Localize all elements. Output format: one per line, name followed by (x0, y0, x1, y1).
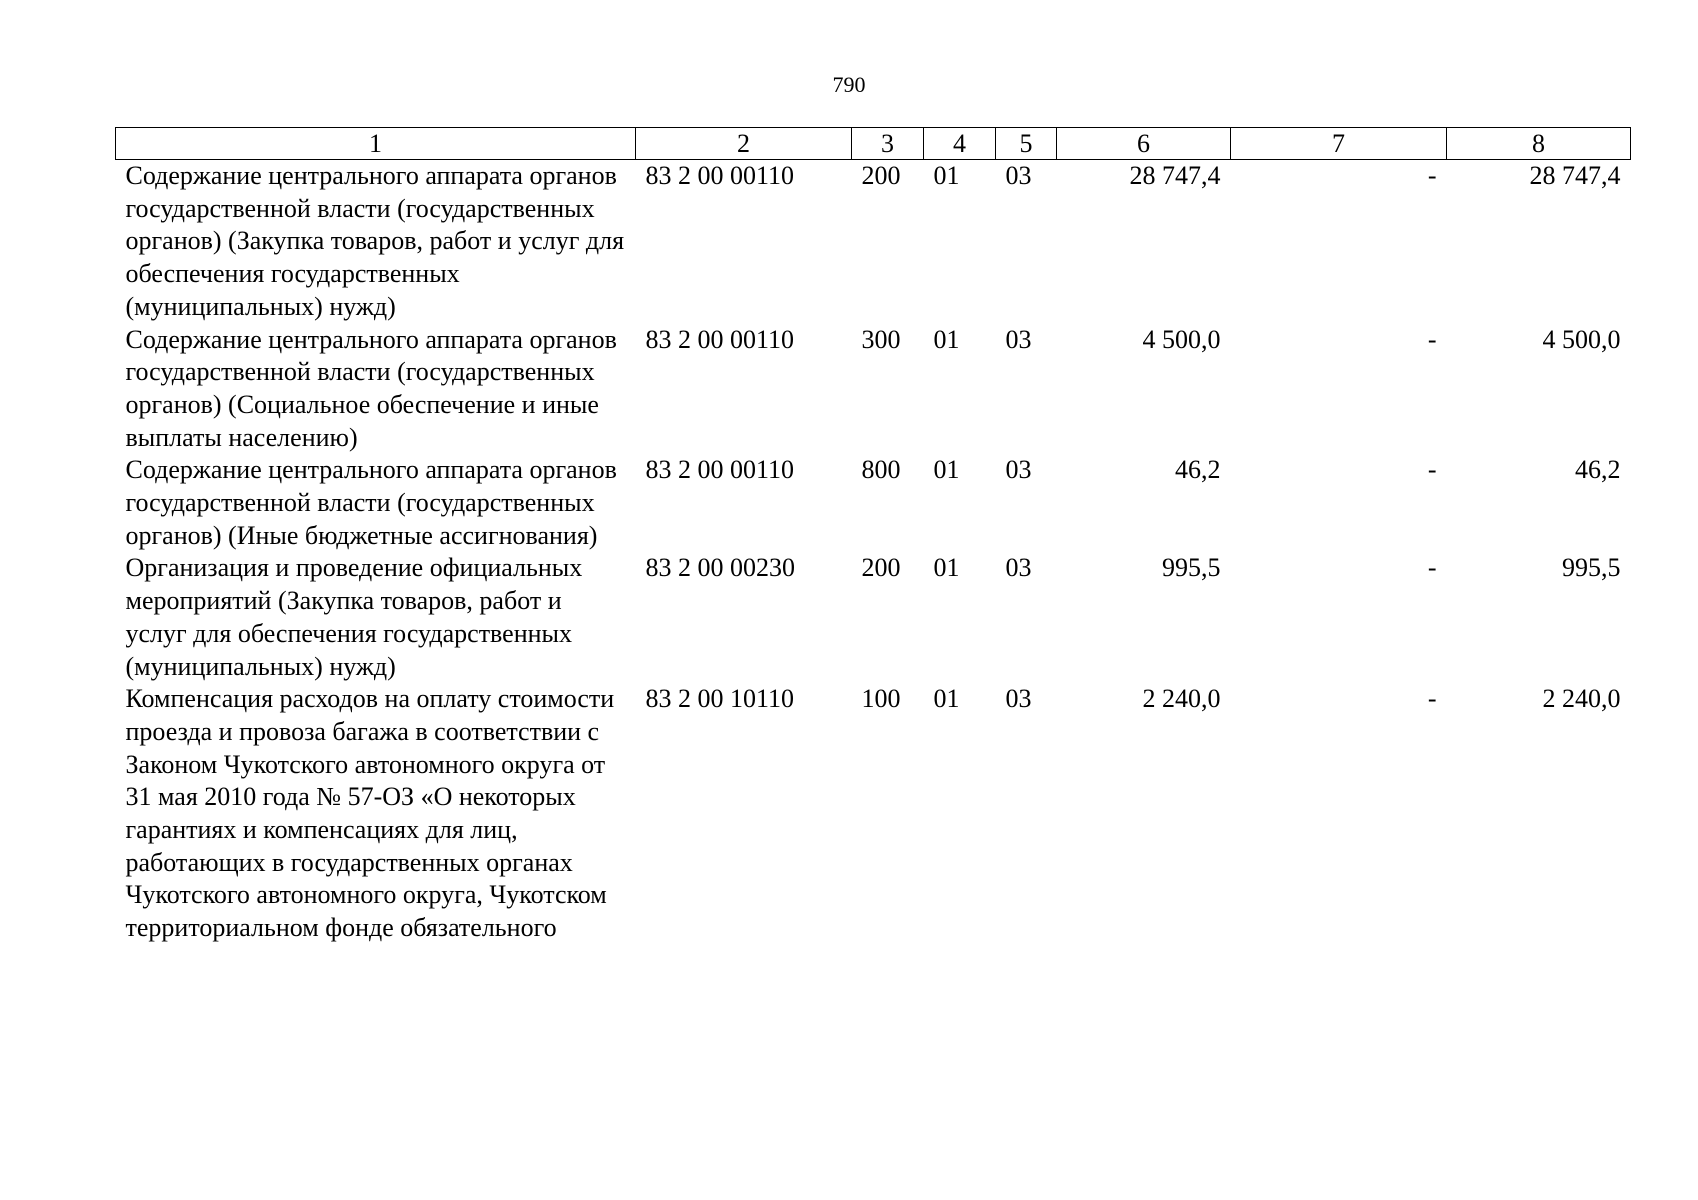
amount-col8-cell: 995,5 (1562, 553, 1621, 583)
target-article-code-cell: 83 2 00 10110 (645, 684, 795, 714)
amount-col8-cell: 2 240,0 (1542, 684, 1621, 714)
column-header-2: 2 (636, 128, 852, 160)
table-row (116, 324, 1631, 455)
target-article-code-cell: 83 2 00 00110 (645, 455, 795, 485)
amount-col6-cell: 46,2 (1175, 455, 1221, 485)
table-row (116, 683, 1631, 945)
column-header-3: 3 (852, 128, 924, 160)
amount-col7-cell: - (1427, 161, 1437, 190)
expense-type-cell: 300 (861, 324, 901, 354)
target-article-code-cell: 83 2 00 00110 (645, 324, 795, 354)
amount-col8-cell: 4 500,0 (1542, 324, 1621, 354)
column-header-6: 6 (1057, 128, 1231, 160)
table-row (116, 160, 1631, 324)
target-article-code-cell: 83 2 00 00230 (645, 553, 795, 583)
section-cell: 01 (933, 455, 960, 485)
column-header-8: 8 (1447, 128, 1631, 160)
subsection-cell: 03 (1005, 684, 1032, 714)
expense-name-cell: Компенсация расходов на оплату стоимости проезда и провоза багажа в соответствии с Законом Чукотского автономного округа от 31 мая 2010 года № 57-ОЗ «О некоторых гарантиях и компенсациях для лиц, работающих в государственных органах Чукотского автономного округа, Чукотском территориальном фонде обязательного (125, 684, 615, 943)
amount-col6-cell: 995,5 (1162, 553, 1221, 583)
amount-col6-cell: 28 747,4 (1129, 161, 1221, 190)
subsection-cell: 03 (1005, 324, 1032, 354)
budget-table (115, 127, 1631, 945)
target-article-code-cell: 83 2 00 00110 (645, 161, 795, 190)
expense-name-cell: Содержание центрального аппарата органов государственной власти (государственных органов) (Социальное обеспечение и иные выплаты населению) (125, 324, 617, 452)
page-number: 790 (832, 72, 866, 97)
expense-type-cell: 800 (861, 455, 901, 485)
expense-name-cell: Организация и проведение официальных мероприятий (Закупка товаров, работ и услуг для обеспечения государственных (муниципальных) нужд) (125, 553, 583, 681)
subsection-cell: 03 (1005, 553, 1032, 583)
column-header-5: 5 (996, 128, 1057, 160)
expense-type-cell: 100 (861, 684, 901, 714)
section-cell: 01 (933, 553, 960, 583)
amount-col7-cell: - (1427, 553, 1437, 583)
expense-type-cell: 200 (861, 553, 901, 583)
column-header-1: 1 (116, 128, 636, 160)
table-row (116, 454, 1631, 552)
amount-col6-cell: 2 240,0 (1142, 684, 1221, 714)
section-cell: 01 (933, 324, 960, 354)
subsection-cell: 03 (1005, 161, 1032, 190)
expense-type-cell: 200 (861, 161, 901, 190)
amount-col6-cell: 4 500,0 (1142, 324, 1221, 354)
column-header-4: 4 (924, 128, 996, 160)
column-number-header-row (116, 128, 1631, 160)
subsection-cell: 03 (1005, 455, 1032, 485)
section-cell: 01 (933, 684, 960, 714)
expense-name-cell: Содержание центрального аппарата органов государственной власти (государственных органов) (Закупка товаров, работ и услуг для обеспечения государственных (муниципальных) нужд) (125, 161, 625, 321)
table-row (116, 552, 1631, 683)
section-cell: 01 (933, 161, 960, 190)
amount-col8-cell: 28 747,4 (1529, 161, 1621, 190)
amount-col7-cell: - (1427, 455, 1437, 485)
amount-col7-cell: - (1427, 684, 1437, 714)
expense-name-cell: Содержание центрального аппарата органов государственной власти (государственных органов) (Иные бюджетные ассигнования) (125, 455, 617, 550)
amount-col8-cell: 46,2 (1575, 455, 1621, 485)
amount-col7-cell: - (1427, 324, 1437, 354)
column-header-7: 7 (1231, 128, 1447, 160)
